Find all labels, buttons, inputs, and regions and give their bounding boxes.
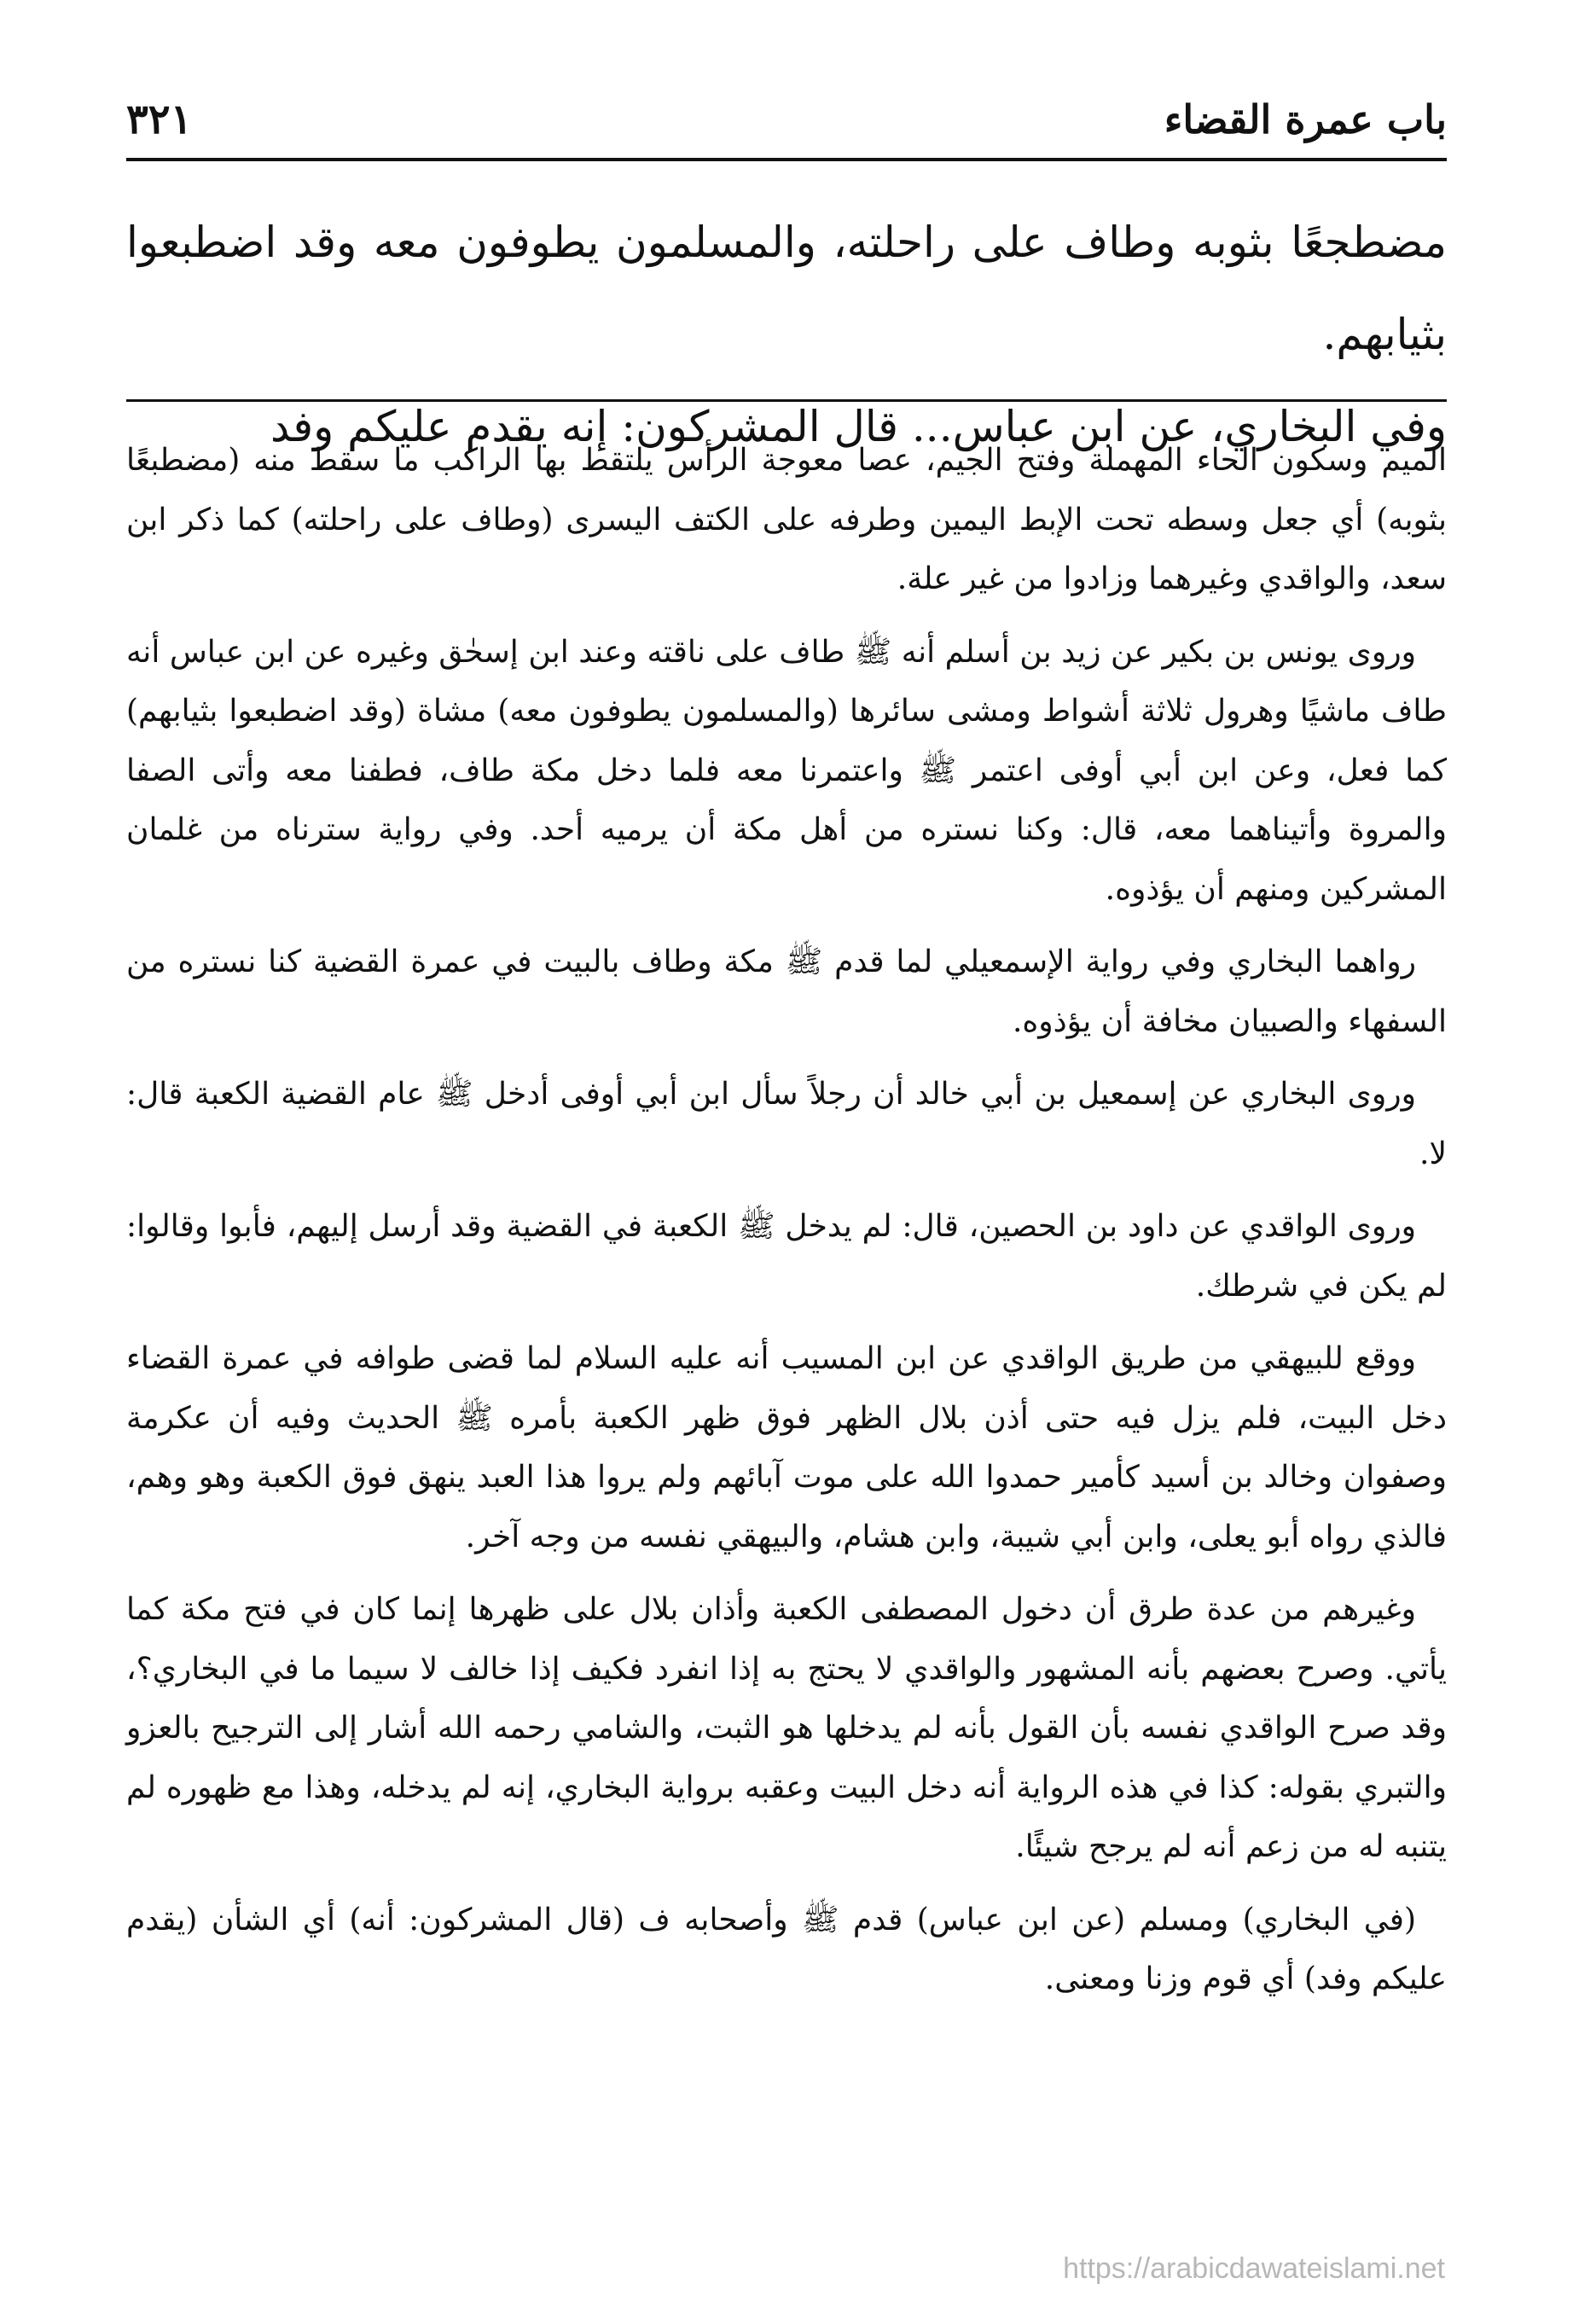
commentary-paragraph: رواهما البخاري وفي رواية الإسمعيلي لما قدم ﷺ مكة وطاف بالبيت في عمرة القضية كنا نستره من السفهاء والصبيان مخافة أن يؤذوه. (126, 944, 1447, 1039)
running-title: باب عمرة القضاء (1164, 96, 1447, 142)
commentary-paragraph: ووقع للبيهقي من طريق الواقدي عن ابن المسيب أنه عليه السلام لما قضى طوافه في عمرة القضاء دخل البيت، فلم يزل فيه حتى أذن بلال الظهر فوق ظهر الكعبة بأمره ﷺ الحديث وفيه أن عكرمة وصفوان وخالد بن أسيد كأمير حمدوا الله على موت آبائهم ولم يروا هذا العبد ينهق فوق الكعبة وهو وهم، فالذي رواه أبو يعلى، وابن أبي شيبة، وابن هشام، والبيهقي نفسه من وجه آخر. (126, 1341, 1447, 1554)
commentary-paragraph: وروى يونس بن بكير عن زيد بن أسلم أنه ﷺ طاف على ناقته وعند ابن إسحٰق وغيره عن ابن عباس أنه طاف ماشيًا وهرول ثلاثة أشواط ومشى سائرها (والمسلمون يطوفون معه) مشاة (وقد اضطبعوا بثيابهم) كما فعل، وعن ابن أبي أوفى اعتمر ﷺ واعتمرنا معه فلما دخل مكة طاف، فطفنا معه وأتى الصفا والمروة وأتيناهما معه، قال: وكنا نستره من أهل مكة أن يرميه أحد. وفي رواية سترناه من غلمان المشركين ومنهم أن يؤذوه. (126, 634, 1447, 907)
header-divider (126, 158, 1447, 161)
commentary-paragraph: وغيرهم من عدة طرق أن دخول المصطفى الكعبة وأذان بلال على ظهرها إنما كان في فتح مكة كما يأتي. وصرح بعضهم بأنه المشهور والواقدي لا يحتج به إذا انفرد فكيف إذا خالف لا سيما ما في البخاري؟، وقد صرح الواقدي نفسه بأن القول بأنه لم يدخلها هو الثبت، والشامي رحمه الله أشار إلى الترجيح بالعزو والتبري بقوله: كذا في هذه الرواية أنه دخل البيت وعقبه برواية البخاري، إنه لم يدخله، وهذا مع ظهوره لم يتنبه له من زعم أنه لم يرجح شيئًا. (126, 1592, 1447, 1864)
commentary-paragraph: (في البخاري) ومسلم (عن ابن عباس) قدم ﷺ وأصحابه ف (قال المشركون: أنه) أي الشأن (يقدم عليكم وفد) أي قوم وزنا ومعنى. (126, 1902, 1447, 1996)
commentary-paragraph: وروى البخاري عن إسمعيل بن أبي خالد أن رجلاً سأل ابن أبي أوفى أدخل ﷺ عام القضية الكعبة قال: لا. (126, 1077, 1447, 1171)
commentary (126, 431, 1447, 2023)
commentary-paragraph: الميم وسكون الحاء المهملة وفتح الجيم، عصا معوجة الرأس يلتقط بها الراكب ما سقط منه (مضطبعًا بثوبه) أي جعل وسطه تحت الإبط اليمين وطرفه على الكتف اليسرى (وطاف على راحلته) كما ذكر ابن سعد، والواقدي وغيرهما وزادوا من غير علة. (126, 443, 1447, 596)
commentary-paragraph: وروى الواقدي عن داود بن الحصين، قال: لم يدخل ﷺ الكعبة في القضية وقد أرسل إليهم، فأبوا وقالوا: لم يكن في شرطك. (126, 1209, 1447, 1304)
commentary-divider (126, 399, 1447, 402)
page-number: ٣٢١ (126, 96, 193, 143)
watermark-url: https://arabicdawateislami.net (1063, 2252, 1445, 2285)
page-header (126, 85, 1447, 154)
main-text-line-2: وفي البخاري، عن ابن عباس... قال المشركون: إنه يقدم عليكم وفد (270, 402, 1447, 451)
main-text-line-1: مضطجعًا بثوبه وطاف على راحلته، والمسلمون يطوفون معه وقد اضطبعوا بثيابهم. (126, 218, 1447, 359)
